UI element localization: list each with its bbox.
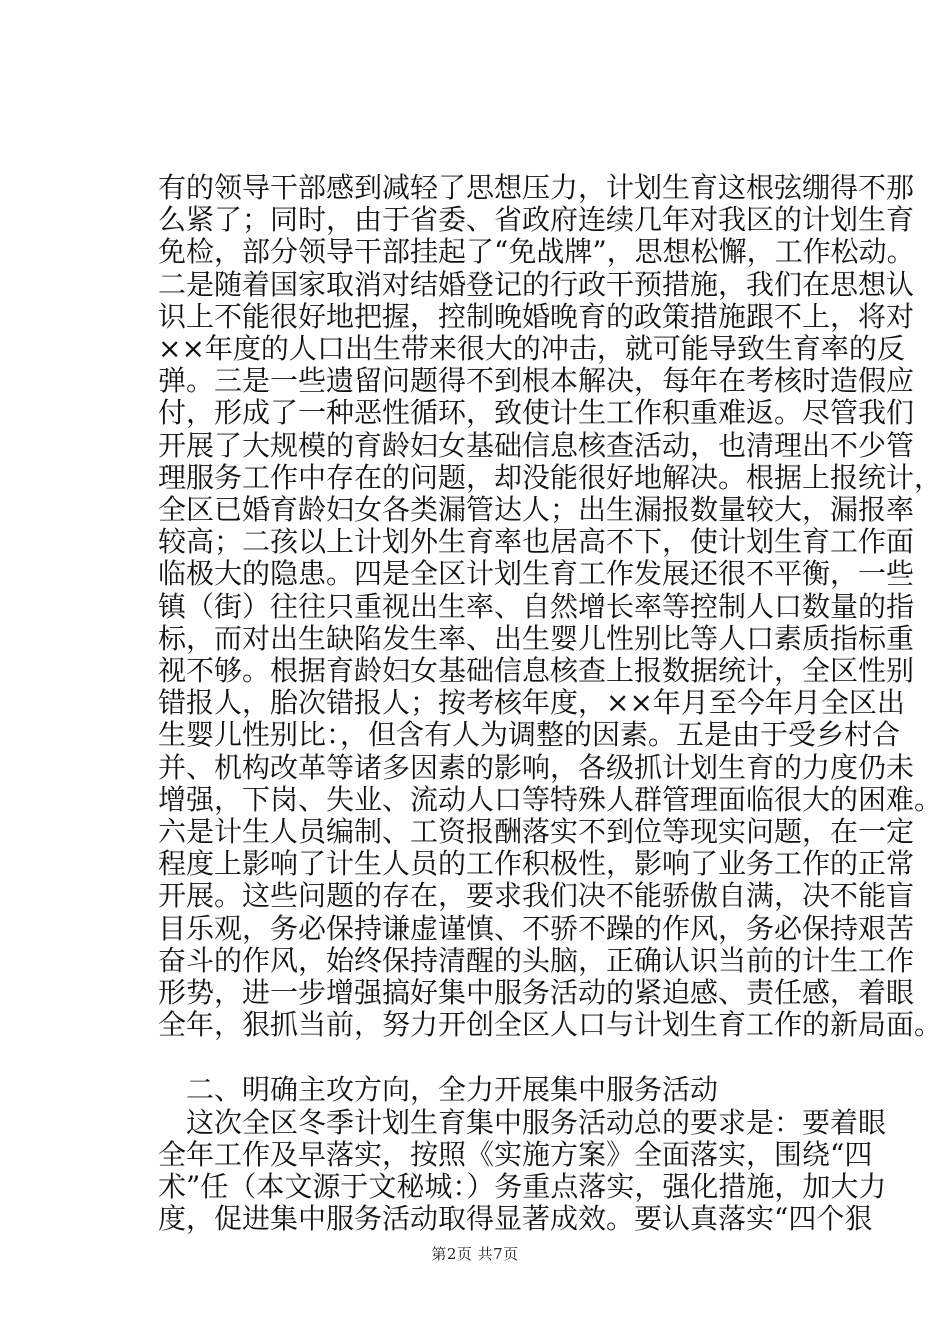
text-line: 镇（街）往往只重视出生率、自然增长率等控制人口数量的指 — [158, 589, 915, 623]
text-line: 开展。这些问题的存在，要求我们决不能骄傲自满，决不能盲 — [158, 879, 915, 913]
text-line: 生婴儿性别比：，但含有人为调整的因素。五是由于受乡村合 — [158, 718, 901, 752]
text-line: 识上不能很好地把握，控制晚婚晚育的政策措施跟不上，将对 — [158, 299, 915, 333]
paragraph-1 — [158, 171, 943, 1042]
text-line: 这次全区冬季计划生育集中服务活动总的要求是：要着眼 — [186, 1105, 887, 1139]
text-line: 二是随着国家取消对结婚登记的行政干预措施，我们在思想认 — [158, 267, 915, 301]
text-line: 临极大的隐患。四是全区计划生育工作发展还很不平衡，一些 — [158, 557, 915, 591]
text-line: 视不够。根据育龄妇女基础信息核查上报数据统计，全区性别 — [158, 654, 915, 688]
document-body — [158, 171, 943, 1236]
text-line: 目乐观，务必保持谦虚谨慎、不骄不躁的作风，务必保持艰苦 — [158, 911, 915, 945]
text-line: 有的领导干部感到减轻了思想压力，计划生育这根弦绷得不那 — [158, 171, 915, 204]
text-line: 免检，部分领导干部挂起了“免战牌”，思想松懈，工作松动。 — [158, 235, 915, 269]
text-line: 么紧了；同时，由于省委、省政府连续几年对我区的计划生育 — [158, 203, 915, 237]
text-line: 理服务工作中存在的问题，却没能很好地解决。根据上报统计， — [158, 460, 943, 494]
text-line: 全年工作及早落实，按照《实施方案》全面落实，围绕“四 — [158, 1137, 873, 1171]
paragraph-2 — [158, 1105, 887, 1236]
text-line: 并、机构改革等诸多因素的影响，各级抓计划生育的力度仍未 — [158, 750, 915, 784]
text-line: 弹。三是一些遗留问题得不到根本解决，每年在考核时造假应 — [158, 364, 915, 398]
page-number-footer: 第2页 共7页 — [431, 1245, 519, 1263]
text-line: 全年，狠抓当前，努力开创全区人口与计划生育工作的新局面。 — [158, 1008, 943, 1042]
section-heading: 二、明确主攻方向，全力开展集中服务活动 — [186, 1073, 719, 1107]
text-line: 六是计生人员编制、工资报酬落实不到位等现实问题，在一定 — [158, 815, 915, 849]
text-line: 增强，下岗、失业、流动人口等特殊人群管理面临很大的困难。 — [158, 782, 943, 816]
text-line: 程度上影响了计生人员的工作积极性，影响了业务工作的正常 — [158, 847, 915, 881]
text-line: ××年度的人口出生带来很大的冲击，就可能导致生育率的反 — [158, 332, 905, 366]
text-line: 错报人，胎次错报人；按考核年度，××年月至今年月全区出 — [158, 686, 905, 720]
text-line: 度，促进集中服务活动取得显著成效。要认真落实“四个狠 — [158, 1202, 873, 1236]
text-line: 开展了大规模的育龄妇女基础信息核查活动，也清理出不少管 — [158, 428, 915, 462]
text-line: 较高；二孩以上计划外生育率也居高不下，使计划生育工作面 — [158, 525, 915, 559]
text-line: 术”任（本文源于文秘城：）务重点落实，强化措施，加大力 — [158, 1170, 887, 1204]
text-line: 全区已婚育龄妇女各类漏管达人；出生漏报数量较大，漏报率 — [158, 493, 915, 527]
text-line: 标，而对出生缺陷发生率、出生婴儿性别比等人口素质指标重 — [158, 621, 915, 655]
text-line: 奋斗的作风，始终保持清醒的头脑，正确认识当前的计生工作 — [158, 943, 915, 977]
text-line: 形势，进一步增强搞好集中服务活动的紧迫感、责任感，着眼 — [158, 976, 915, 1010]
text-line: 付，形成了一种恶性循环，致使计生工作积重难返。尽管我们 — [158, 396, 915, 430]
paragraph-gap — [158, 1041, 818, 1074]
